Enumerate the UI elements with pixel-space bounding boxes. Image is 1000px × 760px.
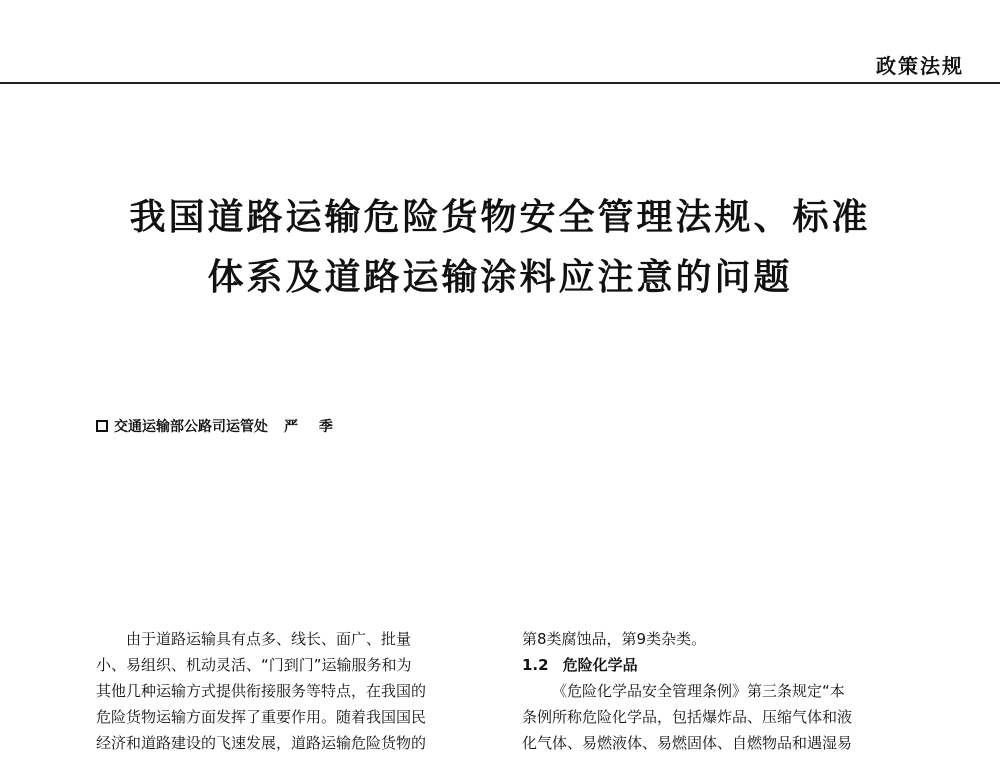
article-title (0, 188, 1000, 308)
section-label: 政策法规 (876, 54, 964, 78)
byline (96, 416, 341, 436)
section-subheading (522, 652, 922, 678)
paragraph-line: 危险货物运输方面发挥了重要作用。随着我国国民 (96, 708, 427, 726)
paragraph-line: 《危险化学品安全管理条例》第三条规定“本 (552, 682, 845, 700)
paragraph-line: 经济和道路建设的飞速发展，道路运输危险货物的 (96, 734, 427, 752)
title-line-2: 体系及道路运输涂料应注意的问题 (207, 257, 793, 298)
byline-organization: 交通运输部公路司运管处 (114, 419, 268, 435)
title-line-1: 我国道路运输危险货物安全管理法规、标准 (129, 197, 871, 238)
paragraph-line: 条例所称危险化学品，包括爆炸品、压缩气体和液 (522, 708, 853, 726)
body-column-right (522, 626, 922, 756)
subheading-text: 危险化学品 (562, 656, 638, 674)
subheading-number: 1.2 (522, 656, 549, 674)
paragraph-line: 由于道路运输具有点多、线长、面广、批量 (126, 630, 412, 648)
paragraph-line: 第8类腐蚀品，第9类杂类。 (522, 630, 707, 648)
header-rule (0, 82, 1000, 84)
paragraph-line: 其他几种运输方式提供衔接服务等特点，在我国的 (96, 682, 427, 700)
square-bullet-icon (96, 420, 108, 432)
paragraph-line: 化气体、易燃液体、易燃固体、自燃物品和遇湿易 (522, 734, 853, 752)
body-column-left (96, 626, 494, 756)
byline-author: 严 季 (284, 419, 341, 435)
paragraph-line: 小、易组织、机动灵活、“门到门”运输服务和为 (96, 656, 412, 674)
